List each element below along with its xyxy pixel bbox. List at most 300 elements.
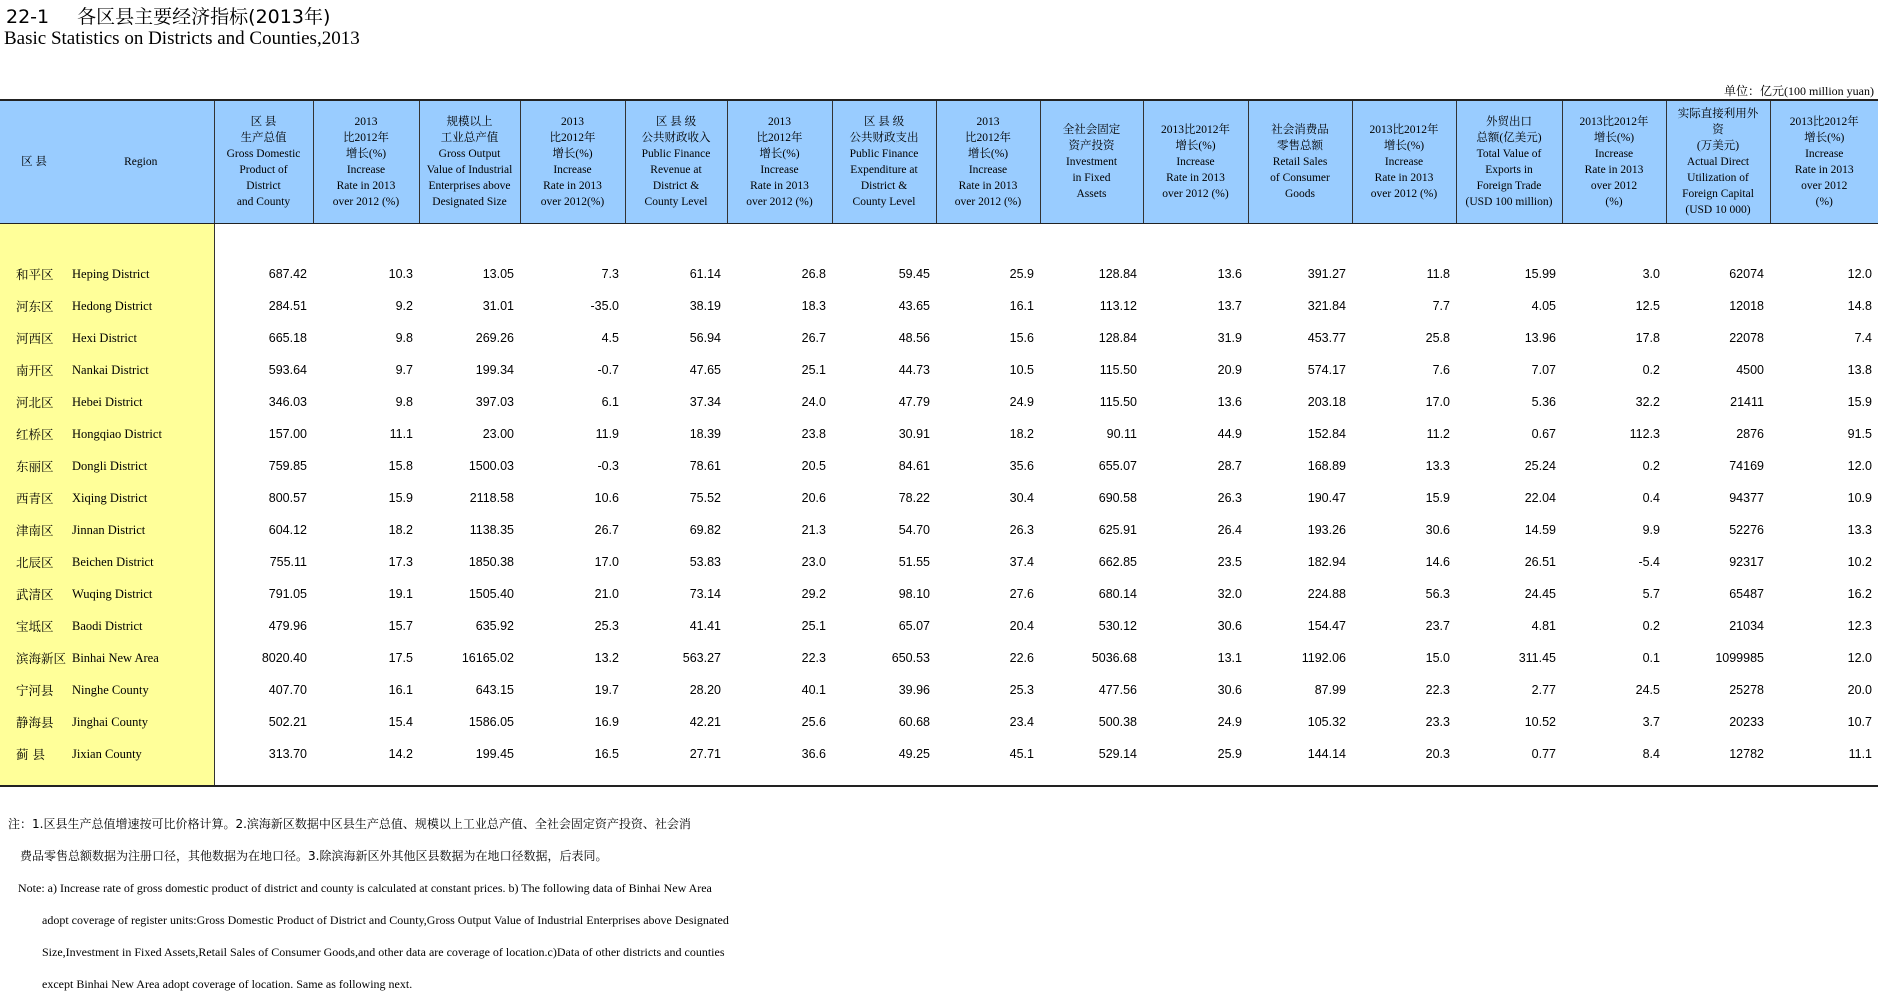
cell: 23.7 bbox=[1425, 619, 1450, 633]
cell: 152.84 bbox=[1307, 427, 1346, 441]
header-gdp: 区 县 生产总值 Gross Domestic Product of District and County bbox=[214, 100, 313, 224]
table-row bbox=[0, 738, 1878, 770]
cell: 28.20 bbox=[689, 683, 721, 697]
cell: 65487 bbox=[1729, 587, 1764, 601]
cell: 0.4 bbox=[1642, 491, 1660, 505]
table-row bbox=[0, 290, 1878, 322]
cell: 4.81 bbox=[1531, 619, 1556, 633]
region-en: Beichen District bbox=[68, 546, 214, 578]
cell: 1850.38 bbox=[468, 555, 514, 569]
cell: 61.14 bbox=[689, 267, 721, 281]
region-zh: 红桥区 bbox=[0, 418, 68, 450]
cell: 12.0 bbox=[1847, 459, 1872, 473]
table-row bbox=[0, 418, 1878, 450]
cell: 1192.06 bbox=[1301, 651, 1346, 665]
cell: 23.3 bbox=[1425, 715, 1450, 729]
cell: 62074 bbox=[1729, 267, 1764, 281]
cell: 25.8 bbox=[1425, 331, 1450, 345]
cell: 60.68 bbox=[898, 715, 930, 729]
cell: 5036.68 bbox=[1091, 651, 1137, 665]
cell: 15.4 bbox=[388, 715, 413, 729]
cell: 15.9 bbox=[1847, 395, 1872, 409]
cell: 157.00 bbox=[268, 427, 307, 441]
cell: 14.8 bbox=[1847, 299, 1872, 313]
cell: 22078 bbox=[1729, 331, 1764, 345]
cell: 5.7 bbox=[1642, 587, 1660, 601]
cell: 13.05 bbox=[482, 267, 514, 281]
note-line-zh-1: 注：1.区县生产总值增速按可比价格计算。2.滨海新区数据中区县生产总值、规模以上工业总产值、全社会固定资产投资、社会消 bbox=[8, 817, 691, 831]
cell: 24.0 bbox=[801, 395, 826, 409]
cell: 11.2 bbox=[1426, 427, 1450, 441]
cell: 224.88 bbox=[1307, 587, 1346, 601]
table-notes bbox=[8, 808, 729, 1000]
cell: 7.3 bbox=[601, 267, 619, 281]
header-gdp-growth: 2013 比2012年 增长(%) Increase Rate in 2013 over 2012 (%) bbox=[313, 100, 419, 224]
cell: 574.17 bbox=[1307, 363, 1346, 377]
cell: 4500 bbox=[1736, 363, 1764, 377]
cell: 87.99 bbox=[1314, 683, 1346, 697]
cell: 27.6 bbox=[1009, 587, 1034, 601]
region-en: Jixian County bbox=[68, 738, 214, 770]
note-line-zh-2: 费品零售总额数据为注册口径，其他数据为在地口径。3.除滨海新区外其他区县数据为在地口径数据，后表同。 bbox=[20, 849, 608, 863]
cell: 1586.05 bbox=[468, 715, 514, 729]
cell: 563.27 bbox=[682, 651, 721, 665]
cell: 49.25 bbox=[898, 747, 930, 761]
cell: 17.0 bbox=[1425, 395, 1450, 409]
region-zh: 宝坻区 bbox=[0, 610, 68, 642]
cell: 269.26 bbox=[475, 331, 514, 345]
cell: 43.65 bbox=[898, 299, 930, 313]
cell: 113.12 bbox=[1099, 299, 1137, 313]
cell: 21034 bbox=[1729, 619, 1764, 633]
cell: 453.77 bbox=[1307, 331, 1346, 345]
header-investment-growth: 2013比2012年 增长(%) Increase Rate in 2013 over 2012 (%) bbox=[1143, 100, 1248, 224]
cell: 26.7 bbox=[801, 331, 826, 345]
header-revenue-growth: 2013 比2012年 增长(%) Increase Rate in 2013 over 2012 (%) bbox=[727, 100, 832, 224]
cell: 20.6 bbox=[801, 491, 826, 505]
cell: 13.7 bbox=[1217, 299, 1242, 313]
cell: 11.1 bbox=[389, 427, 413, 441]
cell: 90.11 bbox=[1106, 427, 1137, 441]
cell: 4.5 bbox=[601, 331, 619, 345]
region-zh: 北辰区 bbox=[0, 546, 68, 578]
cell: 25.1 bbox=[801, 619, 826, 633]
cell: 8020.40 bbox=[261, 651, 307, 665]
cell: 14.2 bbox=[388, 747, 413, 761]
header-retail-sales: 社会消费品 零售总额 Retail Sales of Consumer Goods bbox=[1248, 100, 1352, 224]
cell: 12.5 bbox=[1635, 299, 1660, 313]
cell: 13.1 bbox=[1217, 651, 1242, 665]
cell: 78.61 bbox=[689, 459, 721, 473]
cell: 128.84 bbox=[1098, 267, 1137, 281]
region-zh: 和平区 bbox=[0, 258, 68, 290]
cell: 759.85 bbox=[268, 459, 307, 473]
cell: 22.04 bbox=[1524, 491, 1556, 505]
cell: 53.83 bbox=[689, 555, 721, 569]
cell: 10.52 bbox=[1524, 715, 1556, 729]
cell: 23.0 bbox=[801, 555, 826, 569]
cell: 26.51 bbox=[1524, 555, 1556, 569]
cell: 26.7 bbox=[594, 523, 619, 537]
cell: 21411 bbox=[1730, 395, 1764, 409]
cell: 9.8 bbox=[395, 395, 413, 409]
cell: 10.7 bbox=[1847, 715, 1872, 729]
cell: 25.1 bbox=[801, 363, 826, 377]
cell: -5.4 bbox=[1638, 555, 1660, 569]
cell: 7.4 bbox=[1854, 331, 1872, 345]
cell: 690.58 bbox=[1098, 491, 1137, 505]
region-en: Jinghai County bbox=[68, 706, 214, 738]
cell: 54.70 bbox=[898, 523, 930, 537]
cell: 19.1 bbox=[388, 587, 413, 601]
cell: 10.3 bbox=[388, 267, 413, 281]
cell: 20.0 bbox=[1847, 683, 1872, 697]
cell: 47.79 bbox=[898, 395, 930, 409]
cell: 800.57 bbox=[268, 491, 307, 505]
cell: -35.0 bbox=[590, 299, 619, 313]
cell: 346.03 bbox=[268, 395, 307, 409]
cell: 23.5 bbox=[1217, 555, 1242, 569]
cell: 26.3 bbox=[1217, 491, 1242, 505]
cell: 7.6 bbox=[1432, 363, 1450, 377]
cell: 18.2 bbox=[1009, 427, 1034, 441]
header-region-en: Region bbox=[68, 100, 214, 224]
cell: 680.14 bbox=[1098, 587, 1137, 601]
region-en: Hebei District bbox=[68, 386, 214, 418]
table-title-en: Basic Statistics on Districts and Counties,2013 bbox=[4, 28, 360, 49]
cell: 41.41 bbox=[689, 619, 721, 633]
cell: 13.3 bbox=[1425, 459, 1450, 473]
cell: 25.3 bbox=[1009, 683, 1034, 697]
cell: 8.4 bbox=[1642, 747, 1660, 761]
cell: 15.7 bbox=[388, 619, 413, 633]
cell: 23.4 bbox=[1009, 715, 1034, 729]
cell: 13.3 bbox=[1847, 523, 1872, 537]
cell: 168.89 bbox=[1307, 459, 1346, 473]
header-finance-revenue: 区 县 级 公共财政收入 Public Finance Revenue at District & County Level bbox=[625, 100, 727, 224]
cell: 31.9 bbox=[1217, 331, 1242, 345]
cell: 92317 bbox=[1729, 555, 1764, 569]
cell: 26.4 bbox=[1217, 523, 1242, 537]
cell: 10.2 bbox=[1847, 555, 1872, 569]
cell: 59.45 bbox=[898, 267, 930, 281]
header-industrial-output: 规模以上 工业总产值 Gross Output Value of Industrial Enterprises above Designated Size bbox=[419, 100, 520, 224]
cell: 38.19 bbox=[689, 299, 721, 313]
cell: 0.67 bbox=[1531, 427, 1556, 441]
cell: 25.9 bbox=[1009, 267, 1034, 281]
cell: 10.9 bbox=[1847, 491, 1872, 505]
region-zh: 河西区 bbox=[0, 322, 68, 354]
cell: 22.3 bbox=[1425, 683, 1450, 697]
header-foreign-capital-growth: 2013比2012年 增长(%) Increase Rate in 2013 over 2012 (%) bbox=[1770, 100, 1878, 224]
cell: 154.47 bbox=[1307, 619, 1346, 633]
cell: 25.3 bbox=[594, 619, 619, 633]
region-zh: 武清区 bbox=[0, 578, 68, 610]
cell: 30.4 bbox=[1009, 491, 1034, 505]
cell: 94377 bbox=[1729, 491, 1764, 505]
cell: 604.12 bbox=[268, 523, 307, 537]
region-en: Xiqing District bbox=[68, 482, 214, 514]
cell: 20233 bbox=[1729, 715, 1764, 729]
region-en: Nankai District bbox=[68, 354, 214, 386]
cell: 313.70 bbox=[268, 747, 307, 761]
region-en: Hexi District bbox=[68, 322, 214, 354]
cell: 45.1 bbox=[1009, 747, 1034, 761]
cell: 190.47 bbox=[1307, 491, 1346, 505]
cell: 284.51 bbox=[268, 299, 307, 313]
header-finance-expenditure: 区 县 级 公共财政支出 Public Finance Expenditure at District & County Level bbox=[832, 100, 936, 224]
header-exports: 外贸出口 总额(亿美元) Total Value of Exports in Foreign Trade (USD 100 million) bbox=[1456, 100, 1562, 224]
cell: 650.53 bbox=[891, 651, 930, 665]
cell: 14.6 bbox=[1425, 555, 1450, 569]
cell: 30.91 bbox=[898, 427, 930, 441]
cell: 3.0 bbox=[1642, 267, 1660, 281]
cell: 112.3 bbox=[1629, 427, 1660, 441]
cell: 16.5 bbox=[594, 747, 619, 761]
cell: 1099985 bbox=[1715, 651, 1764, 665]
cell: 1500.03 bbox=[468, 459, 514, 473]
cell: 91.5 bbox=[1847, 427, 1872, 441]
region-en: Ninghe County bbox=[68, 674, 214, 706]
cell: 4.05 bbox=[1531, 299, 1556, 313]
table-row bbox=[0, 642, 1878, 674]
cell: 37.4 bbox=[1009, 555, 1034, 569]
cell: 397.03 bbox=[475, 395, 514, 409]
cell: 29.2 bbox=[801, 587, 826, 601]
note-line-en-1: Note: a) Increase rate of gross domestic product of district and county is calculated at constant prices. b) The following data of Binhai New Area bbox=[18, 881, 712, 895]
header-foreign-capital: 实际直接利用外 资 (万美元) Actual Direct Utilization of Foreign Capital (USD 10 000) bbox=[1666, 100, 1770, 224]
region-zh: 河北区 bbox=[0, 386, 68, 418]
region-zh: 宁河县 bbox=[0, 674, 68, 706]
cell: 84.61 bbox=[898, 459, 930, 473]
cell: 25278 bbox=[1729, 683, 1764, 697]
cell: 13.96 bbox=[1524, 331, 1556, 345]
region-en: Hedong District bbox=[68, 290, 214, 322]
cell: 11.9 bbox=[595, 427, 619, 441]
cell: 20.5 bbox=[801, 459, 826, 473]
cell: 500.38 bbox=[1098, 715, 1137, 729]
cell: 625.91 bbox=[1098, 523, 1137, 537]
cell: 407.70 bbox=[268, 683, 307, 697]
cell: 13.6 bbox=[1217, 267, 1242, 281]
cell: 16165.02 bbox=[461, 651, 514, 665]
table-header-row bbox=[0, 100, 1878, 224]
region-en: Wuqing District bbox=[68, 578, 214, 610]
table-row bbox=[0, 322, 1878, 354]
cell: 35.6 bbox=[1009, 459, 1034, 473]
cell: 18.3 bbox=[801, 299, 826, 313]
region-zh: 东丽区 bbox=[0, 450, 68, 482]
header-retail-growth: 2013比2012年 增长(%) Increase Rate in 2013 over 2012 (%) bbox=[1352, 100, 1456, 224]
cell: 17.3 bbox=[388, 555, 413, 569]
cell: 27.71 bbox=[689, 747, 721, 761]
cell: 203.18 bbox=[1307, 395, 1346, 409]
cell: 44.9 bbox=[1217, 427, 1242, 441]
cell: 5.36 bbox=[1531, 395, 1556, 409]
cell: 51.55 bbox=[898, 555, 930, 569]
note-line-en-4: except Binhai New Area adopt coverage of location. Same as following next. bbox=[42, 977, 413, 991]
note-line-en-3: Size,Investment in Fixed Assets,Retail Sales of Consumer Goods,and other data are coverage of location.c)Data of other districts and counties bbox=[42, 945, 725, 959]
table-row bbox=[0, 386, 1878, 418]
table-row bbox=[0, 258, 1878, 290]
header-region-zh: 区 县 bbox=[0, 100, 68, 224]
cell: 12.3 bbox=[1847, 619, 1872, 633]
cell: 17.5 bbox=[388, 651, 413, 665]
cell: 9.2 bbox=[395, 299, 413, 313]
cell: 65.07 bbox=[898, 619, 930, 633]
cell: 52276 bbox=[1729, 523, 1764, 537]
cell: 78.22 bbox=[898, 491, 930, 505]
cell: 13.8 bbox=[1847, 363, 1872, 377]
cell: 98.10 bbox=[898, 587, 930, 601]
cell: 15.9 bbox=[1425, 491, 1450, 505]
cell: 10.6 bbox=[594, 491, 619, 505]
region-zh: 津南区 bbox=[0, 514, 68, 546]
cell: 56.94 bbox=[689, 331, 721, 345]
cell: 502.21 bbox=[268, 715, 307, 729]
table-row bbox=[0, 578, 1878, 610]
cell: 10.5 bbox=[1009, 363, 1034, 377]
cell: 36.6 bbox=[801, 747, 826, 761]
cell: 73.14 bbox=[689, 587, 721, 601]
cell: 0.77 bbox=[1531, 747, 1556, 761]
table-row bbox=[0, 354, 1878, 386]
region-zh: 南开区 bbox=[0, 354, 68, 386]
cell: 0.2 bbox=[1642, 459, 1660, 473]
cell: 22.6 bbox=[1009, 651, 1034, 665]
cell: 193.26 bbox=[1307, 523, 1346, 537]
cell: 6.1 bbox=[601, 395, 619, 409]
cell: 74169 bbox=[1729, 459, 1764, 473]
region-en: Dongli District bbox=[68, 450, 214, 482]
table-row bbox=[0, 482, 1878, 514]
cell: 665.18 bbox=[268, 331, 307, 345]
region-en: Jinnan District bbox=[68, 514, 214, 546]
table-row bbox=[0, 450, 1878, 482]
cell: 182.94 bbox=[1307, 555, 1346, 569]
cell: 2.77 bbox=[1531, 683, 1556, 697]
cell: 755.11 bbox=[269, 555, 307, 569]
cell: 12018 bbox=[1729, 299, 1764, 313]
cell: 15.99 bbox=[1524, 267, 1556, 281]
cell: 643.15 bbox=[475, 683, 514, 697]
header-expenditure-growth: 2013 比2012年 增长(%) Increase Rate in 2013 over 2012 (%) bbox=[936, 100, 1040, 224]
cell: 477.56 bbox=[1098, 683, 1137, 697]
cell: 593.64 bbox=[268, 363, 307, 377]
cell: 47.65 bbox=[689, 363, 721, 377]
cell: 23.00 bbox=[482, 427, 514, 441]
cell: 26.3 bbox=[1009, 523, 1034, 537]
table-row bbox=[0, 610, 1878, 642]
region-zh: 蓟 县 bbox=[0, 738, 68, 770]
cell: 30.6 bbox=[1217, 683, 1242, 697]
cell: 40.1 bbox=[801, 683, 826, 697]
cell: 15.8 bbox=[388, 459, 413, 473]
cell: 24.5 bbox=[1635, 683, 1660, 697]
cell: 2876 bbox=[1736, 427, 1764, 441]
header-industrial-growth: 2013 比2012年 增长(%) Increase Rate in 2013 over 2012(%) bbox=[520, 100, 625, 224]
cell: 321.84 bbox=[1307, 299, 1346, 313]
region-en: Hongqiao District bbox=[68, 418, 214, 450]
region-zh: 静海县 bbox=[0, 706, 68, 738]
cell: 14.59 bbox=[1524, 523, 1556, 537]
cell: 105.32 bbox=[1307, 715, 1346, 729]
cell: 16.9 bbox=[594, 715, 619, 729]
cell: 13.2 bbox=[594, 651, 619, 665]
cell: 25.6 bbox=[801, 715, 826, 729]
table-title-zh: 各区县主要经济指标(2013年) bbox=[77, 6, 331, 28]
cell: 687.42 bbox=[268, 267, 307, 281]
cell: 662.85 bbox=[1098, 555, 1137, 569]
table-title bbox=[6, 2, 330, 29]
table-number: 22-1 bbox=[6, 6, 50, 28]
cell: 16.1 bbox=[1009, 299, 1034, 313]
region-zh: 河东区 bbox=[0, 290, 68, 322]
region-zh: 西青区 bbox=[0, 482, 68, 514]
cell: -0.3 bbox=[597, 459, 619, 473]
cell: 529.14 bbox=[1098, 747, 1137, 761]
cell: 69.82 bbox=[689, 523, 721, 537]
cell: 24.9 bbox=[1217, 715, 1242, 729]
cell: 3.7 bbox=[1642, 715, 1660, 729]
region-zh: 滨海新区 bbox=[0, 642, 68, 674]
region-en: Binhai New Area bbox=[68, 642, 214, 674]
cell: 15.6 bbox=[1009, 331, 1034, 345]
cell: 20.3 bbox=[1425, 747, 1450, 761]
cell: 37.34 bbox=[689, 395, 721, 409]
cell: 20.4 bbox=[1009, 619, 1034, 633]
cell: 144.14 bbox=[1307, 747, 1346, 761]
cell: 9.9 bbox=[1642, 523, 1660, 537]
cell: 7.7 bbox=[1432, 299, 1450, 313]
table-row bbox=[0, 514, 1878, 546]
region-en: Heping District bbox=[68, 258, 214, 290]
table-row bbox=[0, 706, 1878, 738]
cell: 15.9 bbox=[388, 491, 413, 505]
cell: 26.8 bbox=[801, 267, 826, 281]
cell: 115.50 bbox=[1099, 363, 1137, 377]
cell: 32.2 bbox=[1635, 395, 1660, 409]
note-line-en-2: adopt coverage of register units:Gross Domestic Product of District and County,Gross Output Value of Industrial Enterprises above Designated bbox=[42, 913, 729, 927]
cell: 128.84 bbox=[1098, 331, 1137, 345]
cell: 115.50 bbox=[1099, 395, 1137, 409]
cell: 42.21 bbox=[689, 715, 721, 729]
cell: 21.0 bbox=[594, 587, 619, 601]
cell: 30.6 bbox=[1217, 619, 1242, 633]
cell: 56.3 bbox=[1425, 587, 1450, 601]
cell: 530.12 bbox=[1098, 619, 1137, 633]
cell: 9.8 bbox=[395, 331, 413, 345]
cell: 0.2 bbox=[1642, 619, 1660, 633]
cell: 311.45 bbox=[1518, 651, 1556, 665]
cell: 7.07 bbox=[1531, 363, 1556, 377]
cell: 2118.58 bbox=[469, 491, 514, 505]
table-row bbox=[0, 674, 1878, 706]
cell: 0.1 bbox=[1642, 651, 1660, 665]
table-row bbox=[0, 546, 1878, 578]
cell: 479.96 bbox=[268, 619, 307, 633]
cell: 18.39 bbox=[689, 427, 721, 441]
cell: 9.7 bbox=[395, 363, 413, 377]
cell: 199.45 bbox=[475, 747, 514, 761]
cell: 17.8 bbox=[1635, 331, 1660, 345]
cell: 655.07 bbox=[1098, 459, 1137, 473]
cell: 31.01 bbox=[482, 299, 514, 313]
unit-label: 单位：亿元(100 million yuan) bbox=[1724, 84, 1874, 98]
region-en: Baodi District bbox=[68, 610, 214, 642]
cell: 0.2 bbox=[1642, 363, 1660, 377]
cell: 39.96 bbox=[898, 683, 930, 697]
